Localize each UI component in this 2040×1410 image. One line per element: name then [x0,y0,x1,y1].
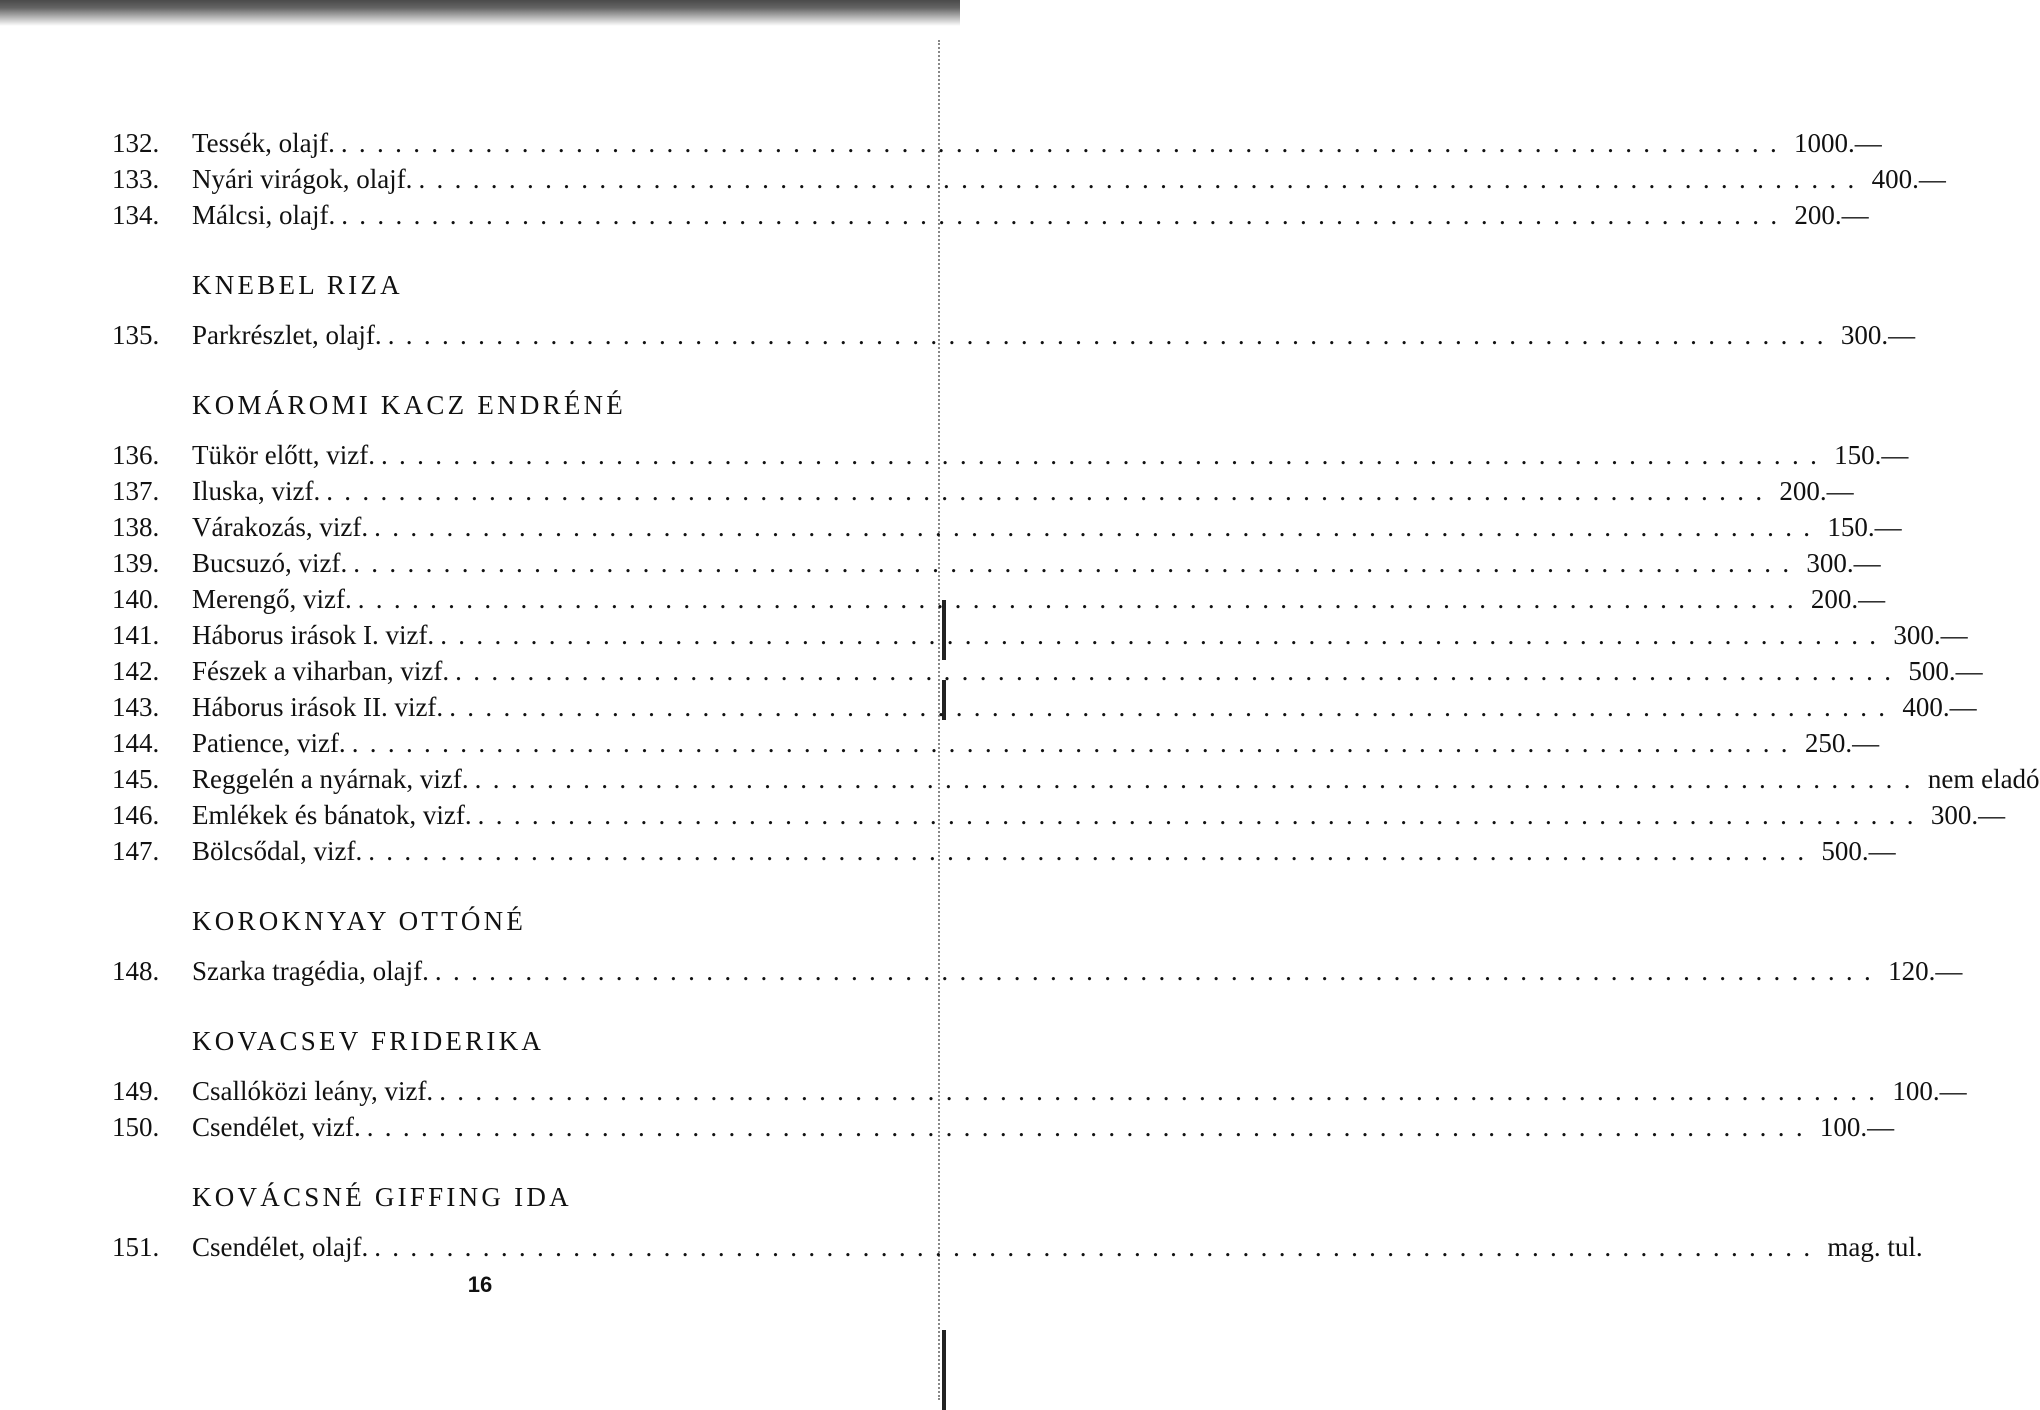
catalog-entry [112,128,1882,164]
artist-heading: KOROKNYAY OTTÓNÉ [192,906,527,936]
entry-title: Tessék, olajf. [192,128,335,158]
entry-number: 143. [112,692,160,722]
entry-title: Bölcsődal, vizf. [192,836,363,866]
entry-title: Várakozás, vizf. [192,512,369,542]
dot-leader: ................................................................................ [455,656,1903,686]
catalog-entry [112,512,1902,548]
catalog-entry [112,320,1916,356]
entry-number: 148. [112,956,160,986]
entry-title: Málcsi, olajf. [192,200,336,230]
entry-number: 151. [112,1232,160,1262]
entry-number: 132. [112,128,160,158]
entry-title: Reggelén a nyárnak, vizf. [192,764,469,794]
entry-title: Patience, vizf. [192,728,346,758]
entry-price: 400.— [1871,164,1946,194]
dot-leader: ................................................................................ [374,512,1822,542]
dot-leader: ................................................................................ [474,764,1922,794]
entry-number: 140. [112,584,160,614]
catalog-entry [112,584,1886,620]
entry-price: 300.— [1840,320,1916,350]
catalog-entry [112,1112,1895,1148]
page-number: 16 [467,1272,493,1297]
entry-title: Csendélet, olajf. [192,1232,369,1262]
catalog-entry [112,764,2040,800]
entry-title: Nyári virágok, olajf. [192,164,413,194]
entry-title: Fészek a viharban, vizf. [192,656,450,686]
dot-leader: ................................................................................ [368,836,1816,866]
entry-number: 144. [112,728,160,758]
dot-leader: ................................................................................ [374,1232,1822,1262]
entry-price: 200.— [1794,200,1869,230]
dot-leader: ................................................................................ [439,1076,1887,1106]
dot-leader: ................................................................................ [380,440,1829,470]
entry-number: 147. [112,836,160,866]
catalog-list [112,128,2040,1268]
entry-number: 141. [112,620,160,650]
catalog-entry [112,800,2006,836]
entry-price: 100.— [1819,1112,1895,1142]
catalog-entry [112,200,1869,236]
entry-title: Háborus irások I. vizf. [192,620,435,650]
catalog-entry [112,836,1896,872]
entry-price: 500.— [1908,656,1983,686]
entry-number: 139. [112,548,160,578]
dot-leader: ................................................................................ [326,476,1774,506]
catalog-entry [112,656,1983,692]
artist-heading: KOVÁCSNÉ GIFFING IDA [192,1182,572,1212]
entry-price: 200.— [1779,476,1854,506]
dot-leader: ................................................................................ [341,200,1789,230]
entry-title: Csendélet, vizf. [192,1112,361,1142]
entry-title: Szarka tragédia, olajf. [192,956,429,986]
catalog-entry [112,1076,1967,1112]
entry-title: Bucsuzó, vizf. [192,548,348,578]
dot-leader: ................................................................................ [449,692,1897,722]
entry-price: 1000.— [1794,128,1882,158]
dot-leader: ................................................................................ [477,800,1925,830]
entry-title: Háborus irások II. vizf. [192,692,444,722]
catalog-entry [112,692,1977,728]
entry-number: 136. [112,440,160,470]
entry-number: 150. [112,1112,160,1142]
entry-number: 137. [112,476,160,506]
dot-leader: ................................................................................ [357,584,1805,614]
entry-price: 250.— [1804,728,1880,758]
dot-leader: ................................................................................ [387,320,1835,350]
artist-heading: KOVACSEV FRIDERIKA [192,1026,545,1056]
entry-price: 200.— [1810,584,1886,614]
entry-title: Tükör előtt, vizf. [192,440,375,470]
entry-price: 300.— [1893,620,1968,650]
entry-price: mag. tul. [1827,1232,1923,1262]
dot-leader: ................................................................................ [434,956,1883,986]
catalog-entry [112,164,1946,200]
dot-leader: ................................................................................ [353,548,1801,578]
entry-title: Emlékek és bánatok, vizf. [192,800,472,830]
scan-mark [942,1330,946,1410]
entry-price: 500.— [1821,836,1896,866]
catalog-entry [112,728,1880,764]
entry-price: nem eladó [1927,764,2040,794]
artist-heading: KOMÁROMI KACZ ENDRÉNÉ [192,390,627,420]
entry-number: 142. [112,656,160,686]
entry-number: 146. [112,800,160,830]
entry-price: 400.— [1902,692,1977,722]
entry-number: 145. [112,764,160,794]
dot-leader: ................................................................................ [366,1112,1814,1142]
entry-number: 138. [112,512,160,542]
catalog-entry [112,620,1968,656]
catalog-entry [112,548,1881,584]
entry-price: 150.— [1827,512,1902,542]
dot-leader: ................................................................................ [418,164,1866,194]
entry-title: Parkrészlet, olajf. [192,320,382,350]
entry-price: 100.— [1892,1076,1967,1106]
entry-price: 150.— [1834,440,1909,470]
artist-heading: KNEBEL RIZA [192,270,403,300]
entry-number: 149. [112,1076,160,1106]
dot-leader: ................................................................................ [340,128,1789,158]
entry-price: 300.— [1930,800,2006,830]
entry-number: 135. [112,320,160,350]
catalog-entry [112,1232,1923,1268]
entry-price: 120.— [1888,956,1963,986]
scan-top-edge [0,0,960,26]
entry-price: 300.— [1806,548,1881,578]
entry-title: Csallóközi leány, vizf. [192,1076,434,1106]
entry-title: Merengő, vizf. [192,584,352,614]
catalog-entry [112,476,1854,512]
catalog-entry [112,440,1909,476]
entry-number: 133. [112,164,160,194]
dot-leader: ................................................................................ [440,620,1888,650]
entry-number: 134. [112,200,160,230]
dot-leader: ................................................................................ [351,728,1799,758]
entry-title: Iluska, vizf. [192,476,321,506]
catalog-entry [112,956,1963,992]
